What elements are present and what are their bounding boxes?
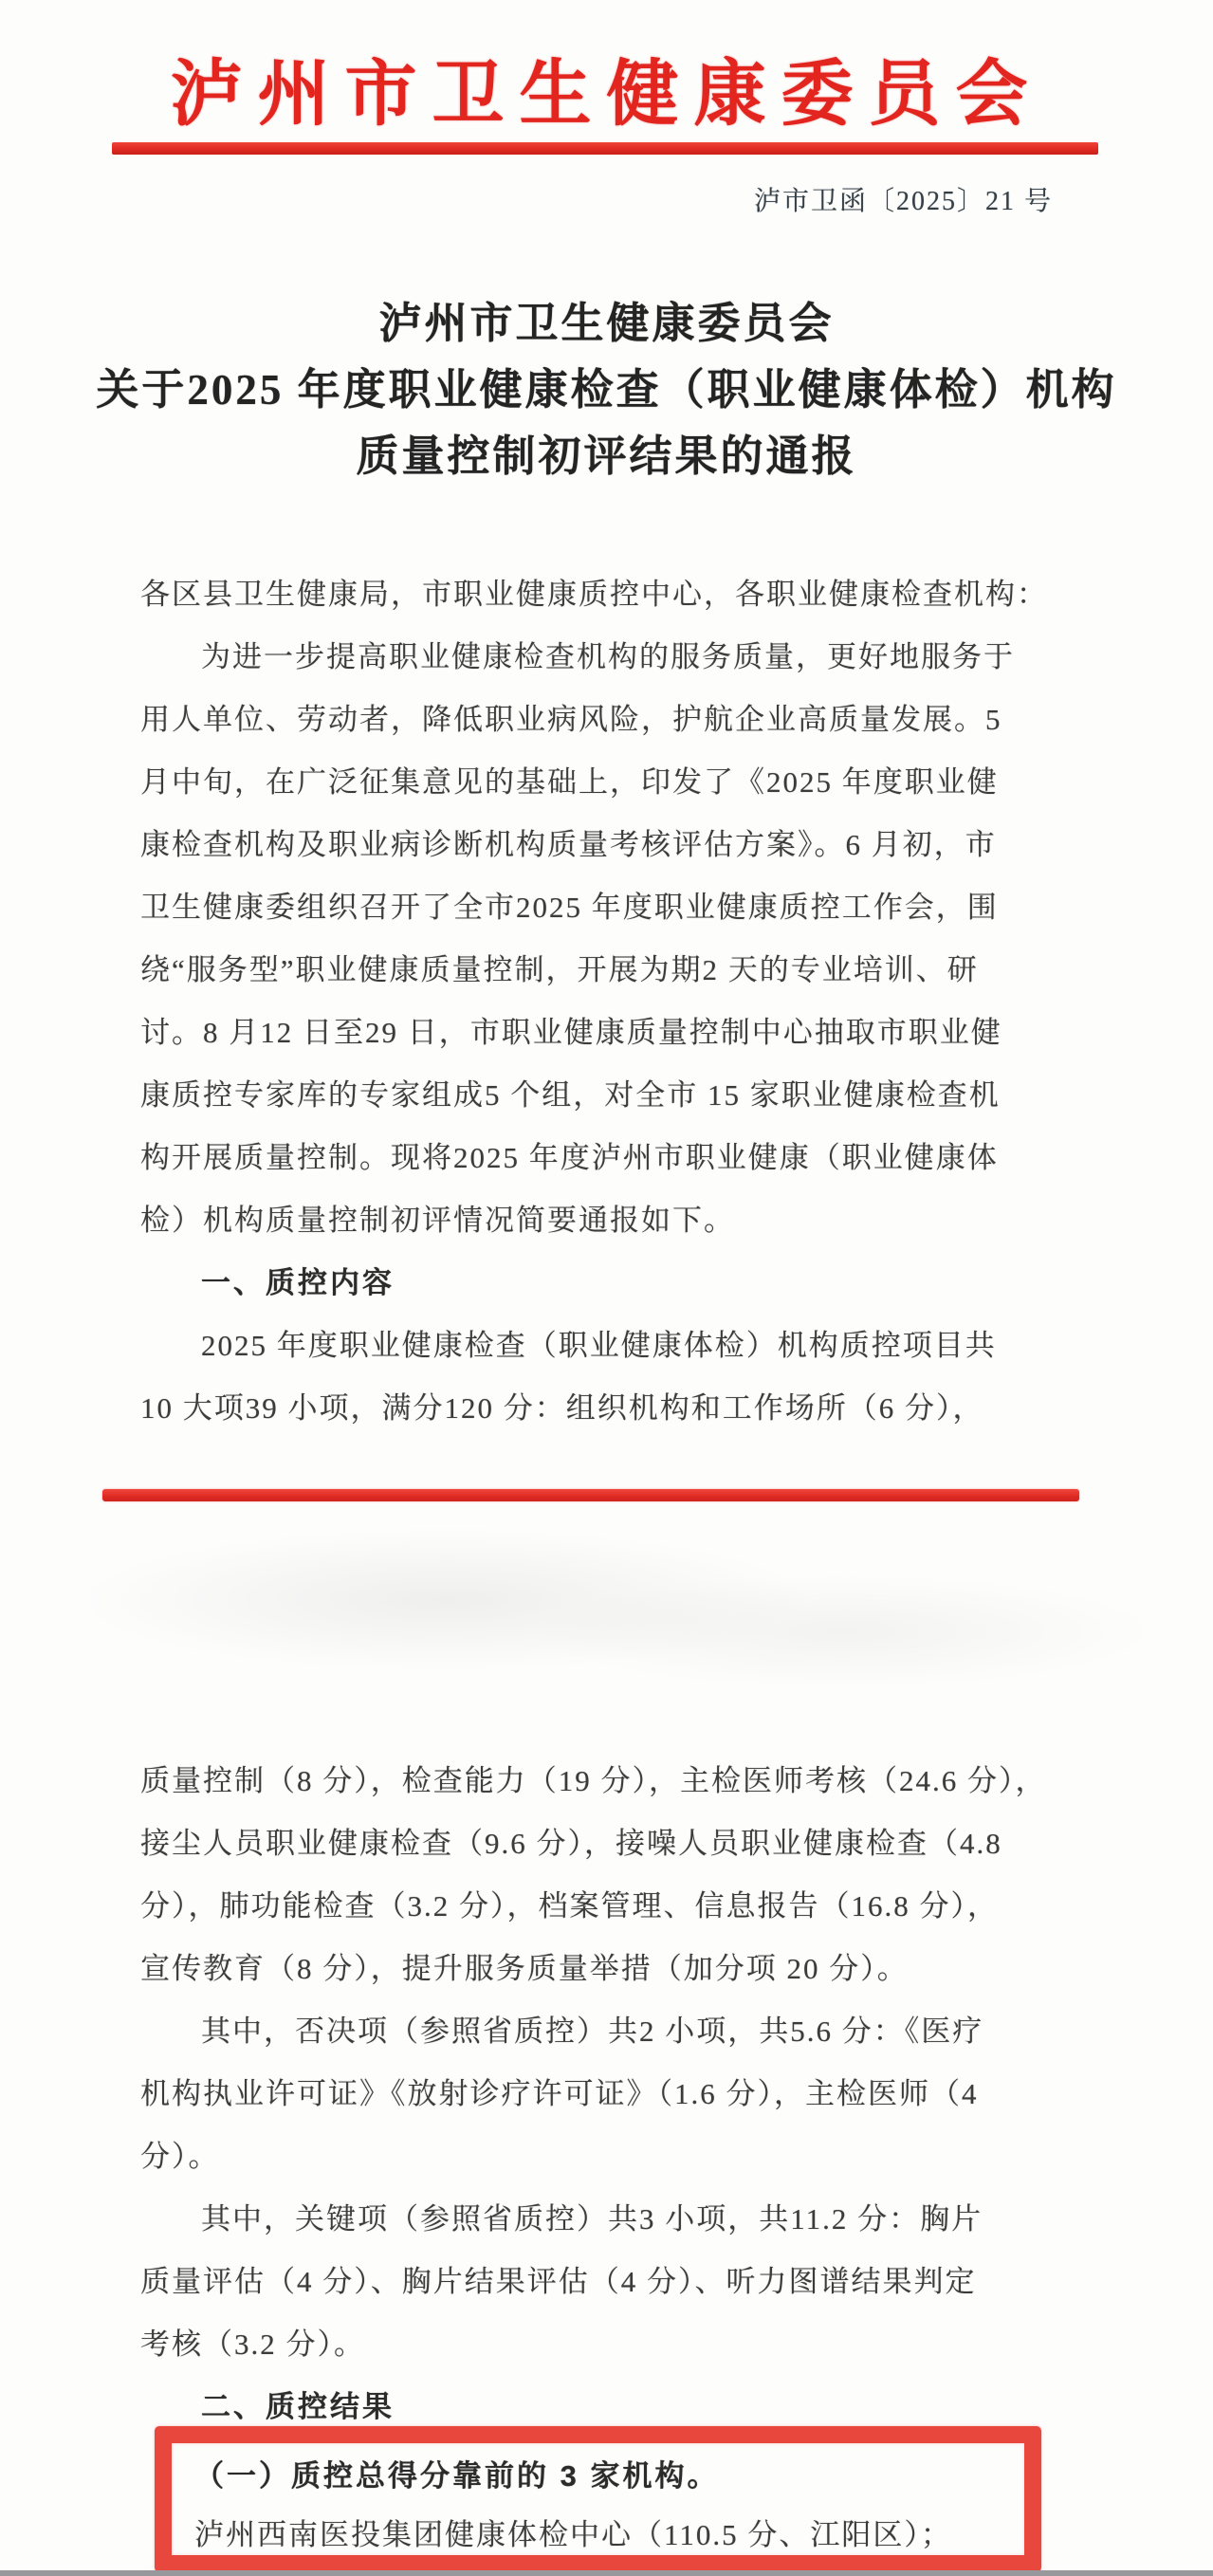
text-line: 用人单位、劳动者，降低职业病风险，护航企业高质量发展。5 [140, 703, 1002, 736]
highlighted-institution-line: 泸州西南医投集团健康体检中心（110.5 分、江阳区）； [194, 2518, 952, 2551]
text-line: 检）机构质量控制初评情况简要通报如下。 [140, 1204, 735, 1237]
text-line: 其中，否决项（参照省质控）共2 小项，共5.6 分：《医疗 [201, 2015, 984, 2048]
text-line: 质量控制初评结果的通报 [356, 432, 857, 480]
scan-smudge [76, 1529, 816, 1671]
text-line: 构开展质量控制。现将2025 年度泸州市职业健康（职业健康体 [140, 1141, 999, 1174]
text-line: 机构执业许可证》《放射诊疗许可证》（1.6 分），主检医师（4 [140, 2077, 979, 2110]
scan-smudge [531, 1574, 1157, 1688]
text-line: 分）。 [140, 2140, 220, 2173]
text-line: 分），肺功能检查（3.2 分），档案管理、信息报告（16.8 分）， [140, 1889, 999, 1923]
text-line: 卫生健康委组织召开了全市2025 年度职业健康质控工作会，围 [140, 891, 999, 924]
highlight-box-content [172, 2443, 1024, 2565]
doc-number: 泸市卫函〔2025〕21 号 [753, 187, 1053, 216]
text-line: 接尘人员职业健康检查（9.6 分），接噪人员职业健康检查（4.8 [140, 1827, 1002, 1860]
text-line: 泸州市卫生健康委员会 [378, 300, 835, 347]
body-page-2 [140, 1750, 1098, 2438]
text-line: 康质控专家库的专家组成5 个组，对全市 15 家职业健康检查机 [140, 1078, 1001, 1112]
letterhead-org-name: 泸州市卫生健康委员会 [170, 55, 1043, 135]
text-line: 月中旬，在广泛征集意见的基础上，印发了《2025 年度职业健 [140, 765, 999, 799]
text-line: 宣传教育（8 分），提升服务质量举措（加分项 20 分）。 [140, 1952, 909, 1985]
text-line: 其中，关键项（参照省质控）共3 小项，共11.2 分：胸片 [201, 2202, 983, 2236]
highlight-annotation-box [155, 2426, 1041, 2572]
letterhead-red-rule [112, 142, 1098, 155]
body-page-1 [140, 563, 1098, 1440]
text-line: 质量评估（4 分）、胸片结果评估（4 分）、听力图谱结果判定 [140, 2265, 977, 2298]
text-line: 2025 年度职业健康检查（职业健康体检）机构质控项目共 [201, 1329, 997, 1362]
text-line: 关于2025 年度职业健康检查（职业健康体检）机构 [96, 366, 1117, 414]
text-line: 康检查机构及职业病诊断机构质量考核评估方案》。6 月初，市 [140, 828, 997, 861]
document-title [0, 290, 1213, 489]
page-bottom-edge-strip [0, 2570, 1213, 2576]
text-line: 讨。8 月12 日至29 日，市职业健康质量控制中心抽取市职业健 [140, 1016, 1002, 1049]
text-line: 质量控制（8 分），检查能力（19 分），主检医师考核（24.6 分）， [140, 1764, 1047, 1797]
text-line: 绕“服务型”职业健康质量控制，开展为期2 天的专业培训、研 [140, 953, 979, 986]
text-line: 各区县卫生健康局，市职业健康质控中心，各职业健康检查机构： [140, 578, 1048, 611]
section-heading-1: 一、质控内容 [201, 1266, 395, 1299]
highlighted-subheading: （一）质控总得分靠前的 3 家机构。 [194, 2459, 720, 2493]
text-line: 10 大项39 小项，满分120 分：组织机构和工作场所（6 分）， [140, 1391, 984, 1425]
text-line: 为进一步提高职业健康检查机构的服务质量，更好地服务于 [201, 640, 1015, 673]
text-line: 考核（3.2 分）。 [140, 2328, 365, 2361]
section-heading-2: 二、质控结果 [201, 2390, 395, 2423]
page-separator-red-rule [102, 1489, 1079, 1501]
